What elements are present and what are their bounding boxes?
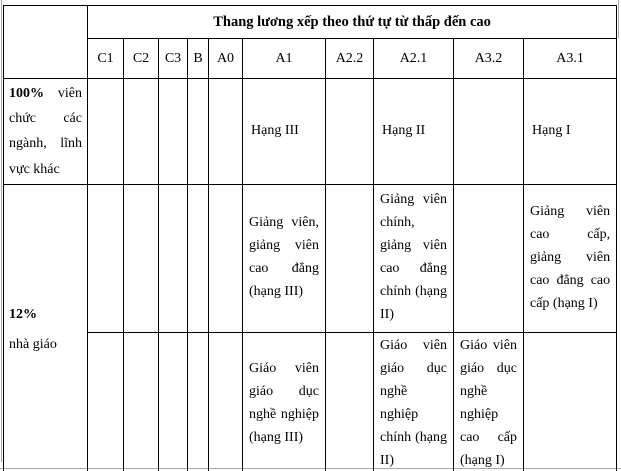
empty-cell xyxy=(188,184,209,332)
empty-cell xyxy=(188,79,209,185)
cell-giang-vien-cao-cap: Giảng viên cao cấp, giảng viên cao đẳng cao cấp (hạng I) xyxy=(524,184,617,332)
empty-cell xyxy=(159,79,188,185)
empty-cell xyxy=(326,79,374,185)
empty-cell xyxy=(454,79,524,185)
row-label-teachers-percent: 12% xyxy=(9,307,37,323)
column-header-c1: C1 xyxy=(88,39,124,79)
cell-hang-i: Hạng I xyxy=(524,79,617,185)
cell-giao-vien-gdnn: Giáo viên giáo dục nghề nghiệp (hạng III) xyxy=(243,332,326,471)
empty-cell xyxy=(124,332,159,471)
column-header-c3: C3 xyxy=(159,39,188,79)
column-header-a32: A3.2 xyxy=(454,39,524,79)
column-header-a22: A2.2 xyxy=(326,39,374,79)
column-header-a31: A3.1 xyxy=(524,39,617,79)
corner-empty-cell xyxy=(4,6,88,79)
table-title: Thang lương xếp theo thứ tự từ thấp đến cao xyxy=(88,6,617,39)
empty-cell xyxy=(124,79,159,185)
scan-edge-left xyxy=(1,0,2,462)
salary-scale-table xyxy=(3,5,617,471)
cell-giang-vien-chinh: Giảng viên chính, giảng viên cao đẳng chính (hạng II) xyxy=(374,184,454,332)
scan-edge-right xyxy=(618,0,619,38)
cell-hang-ii: Hạng II xyxy=(374,79,454,185)
row-label-other-percent: 100% xyxy=(9,86,44,101)
cell-giao-vien-gdnn-chinh: Giáo viên giáo dục nghề nghiệp chính (hạng II) xyxy=(374,332,454,471)
empty-cell xyxy=(209,79,243,185)
column-header-a21: A2.1 xyxy=(374,39,454,79)
column-header-a0: A0 xyxy=(209,39,243,79)
empty-cell xyxy=(326,332,374,471)
empty-cell xyxy=(88,79,124,185)
column-header-c2: C2 xyxy=(124,39,159,79)
empty-cell xyxy=(159,332,188,471)
row-label-teachers-text: nhà giáo xyxy=(9,336,57,352)
cell-hang-iii: Hạng III xyxy=(243,79,326,185)
row-label-teachers xyxy=(4,184,88,471)
row-label-other-sectors xyxy=(4,79,88,185)
empty-cell xyxy=(454,184,524,332)
column-header-a1: A1 xyxy=(243,39,326,79)
empty-cell xyxy=(124,184,159,332)
cell-giang-vien: Giảng viên, giảng viên cao đẳng (hạng III) xyxy=(243,184,326,332)
empty-cell xyxy=(209,332,243,471)
empty-cell xyxy=(159,184,188,332)
empty-cell xyxy=(326,184,374,332)
cell-giao-vien-gdnn-cao-cap: Giáo viên giáo dục nghề nghiệp cao cấp (hạng I) xyxy=(454,332,524,471)
empty-cell xyxy=(88,184,124,332)
empty-cell xyxy=(209,184,243,332)
empty-cell xyxy=(88,332,124,471)
empty-cell xyxy=(524,332,617,471)
column-header-b: B xyxy=(188,39,209,79)
empty-cell xyxy=(188,332,209,471)
row-label-other-text: viên chức các ngành, lĩnh vực khác xyxy=(9,86,82,177)
